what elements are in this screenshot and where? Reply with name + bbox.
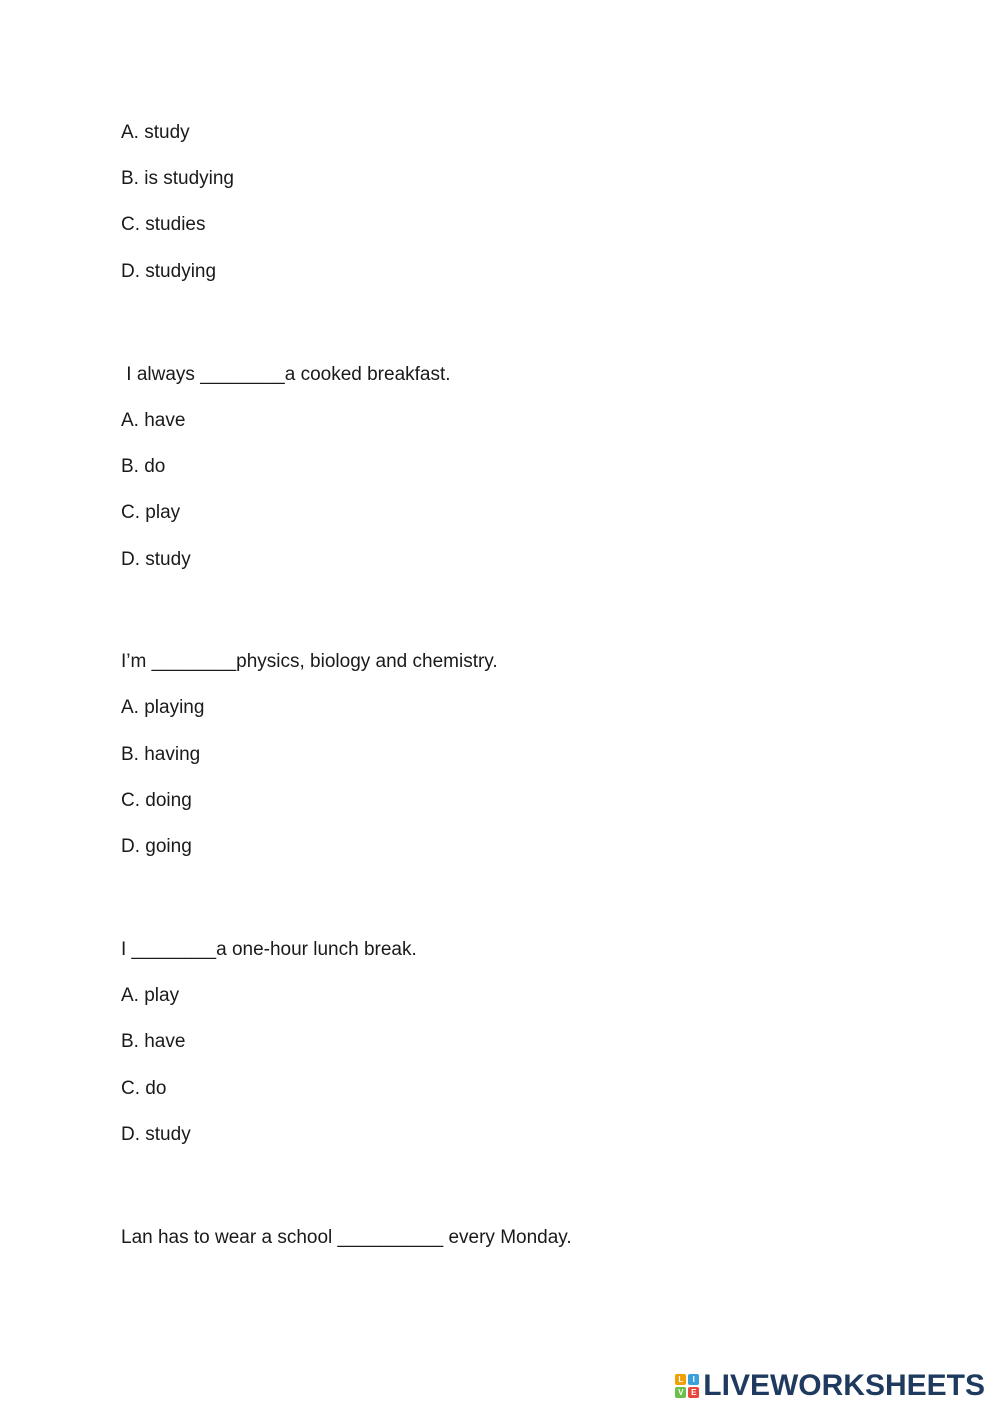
liveworksheets-logo bbox=[675, 1370, 985, 1402]
q2-option-a: A. have bbox=[121, 410, 186, 431]
q2-option-c: C. play bbox=[121, 502, 181, 523]
q3-stem: I’m ________physics, biology and chemistry. bbox=[121, 651, 498, 672]
logo-mark-e: E bbox=[688, 1387, 699, 1398]
q2-option-d: D. study bbox=[121, 549, 191, 570]
q5-stem: Lan has to wear a school __________ every Monday. bbox=[121, 1227, 572, 1248]
q1-option-c: C. studies bbox=[121, 214, 206, 235]
q4-option-d: D. study bbox=[121, 1124, 191, 1145]
q3-option-b: B. having bbox=[121, 744, 201, 765]
q1-option-d: D. studying bbox=[121, 261, 217, 282]
liveworksheets-mark-icon bbox=[675, 1374, 699, 1398]
logo-mark-l: L bbox=[675, 1374, 686, 1385]
q1-option-a: A. study bbox=[121, 122, 190, 143]
q4-option-c: C. do bbox=[121, 1078, 167, 1099]
q2-option-b: B. do bbox=[121, 456, 166, 477]
q3-option-a: A. playing bbox=[121, 697, 205, 718]
q3-option-d: D. going bbox=[121, 836, 192, 857]
q4-stem: I ________a one-hour lunch break. bbox=[121, 939, 417, 960]
logo-mark-i: I bbox=[688, 1374, 699, 1385]
q2-stem: I always ________a cooked breakfast. bbox=[121, 364, 451, 385]
q1-option-b: B. is studying bbox=[121, 168, 234, 189]
logo-mark-v: V bbox=[675, 1387, 686, 1398]
q4-option-b: B. have bbox=[121, 1031, 186, 1052]
q4-option-a: A. play bbox=[121, 985, 180, 1006]
q3-option-c: C. doing bbox=[121, 790, 192, 811]
logo-text: LIVEWORKSHEETS bbox=[703, 1369, 985, 1402]
